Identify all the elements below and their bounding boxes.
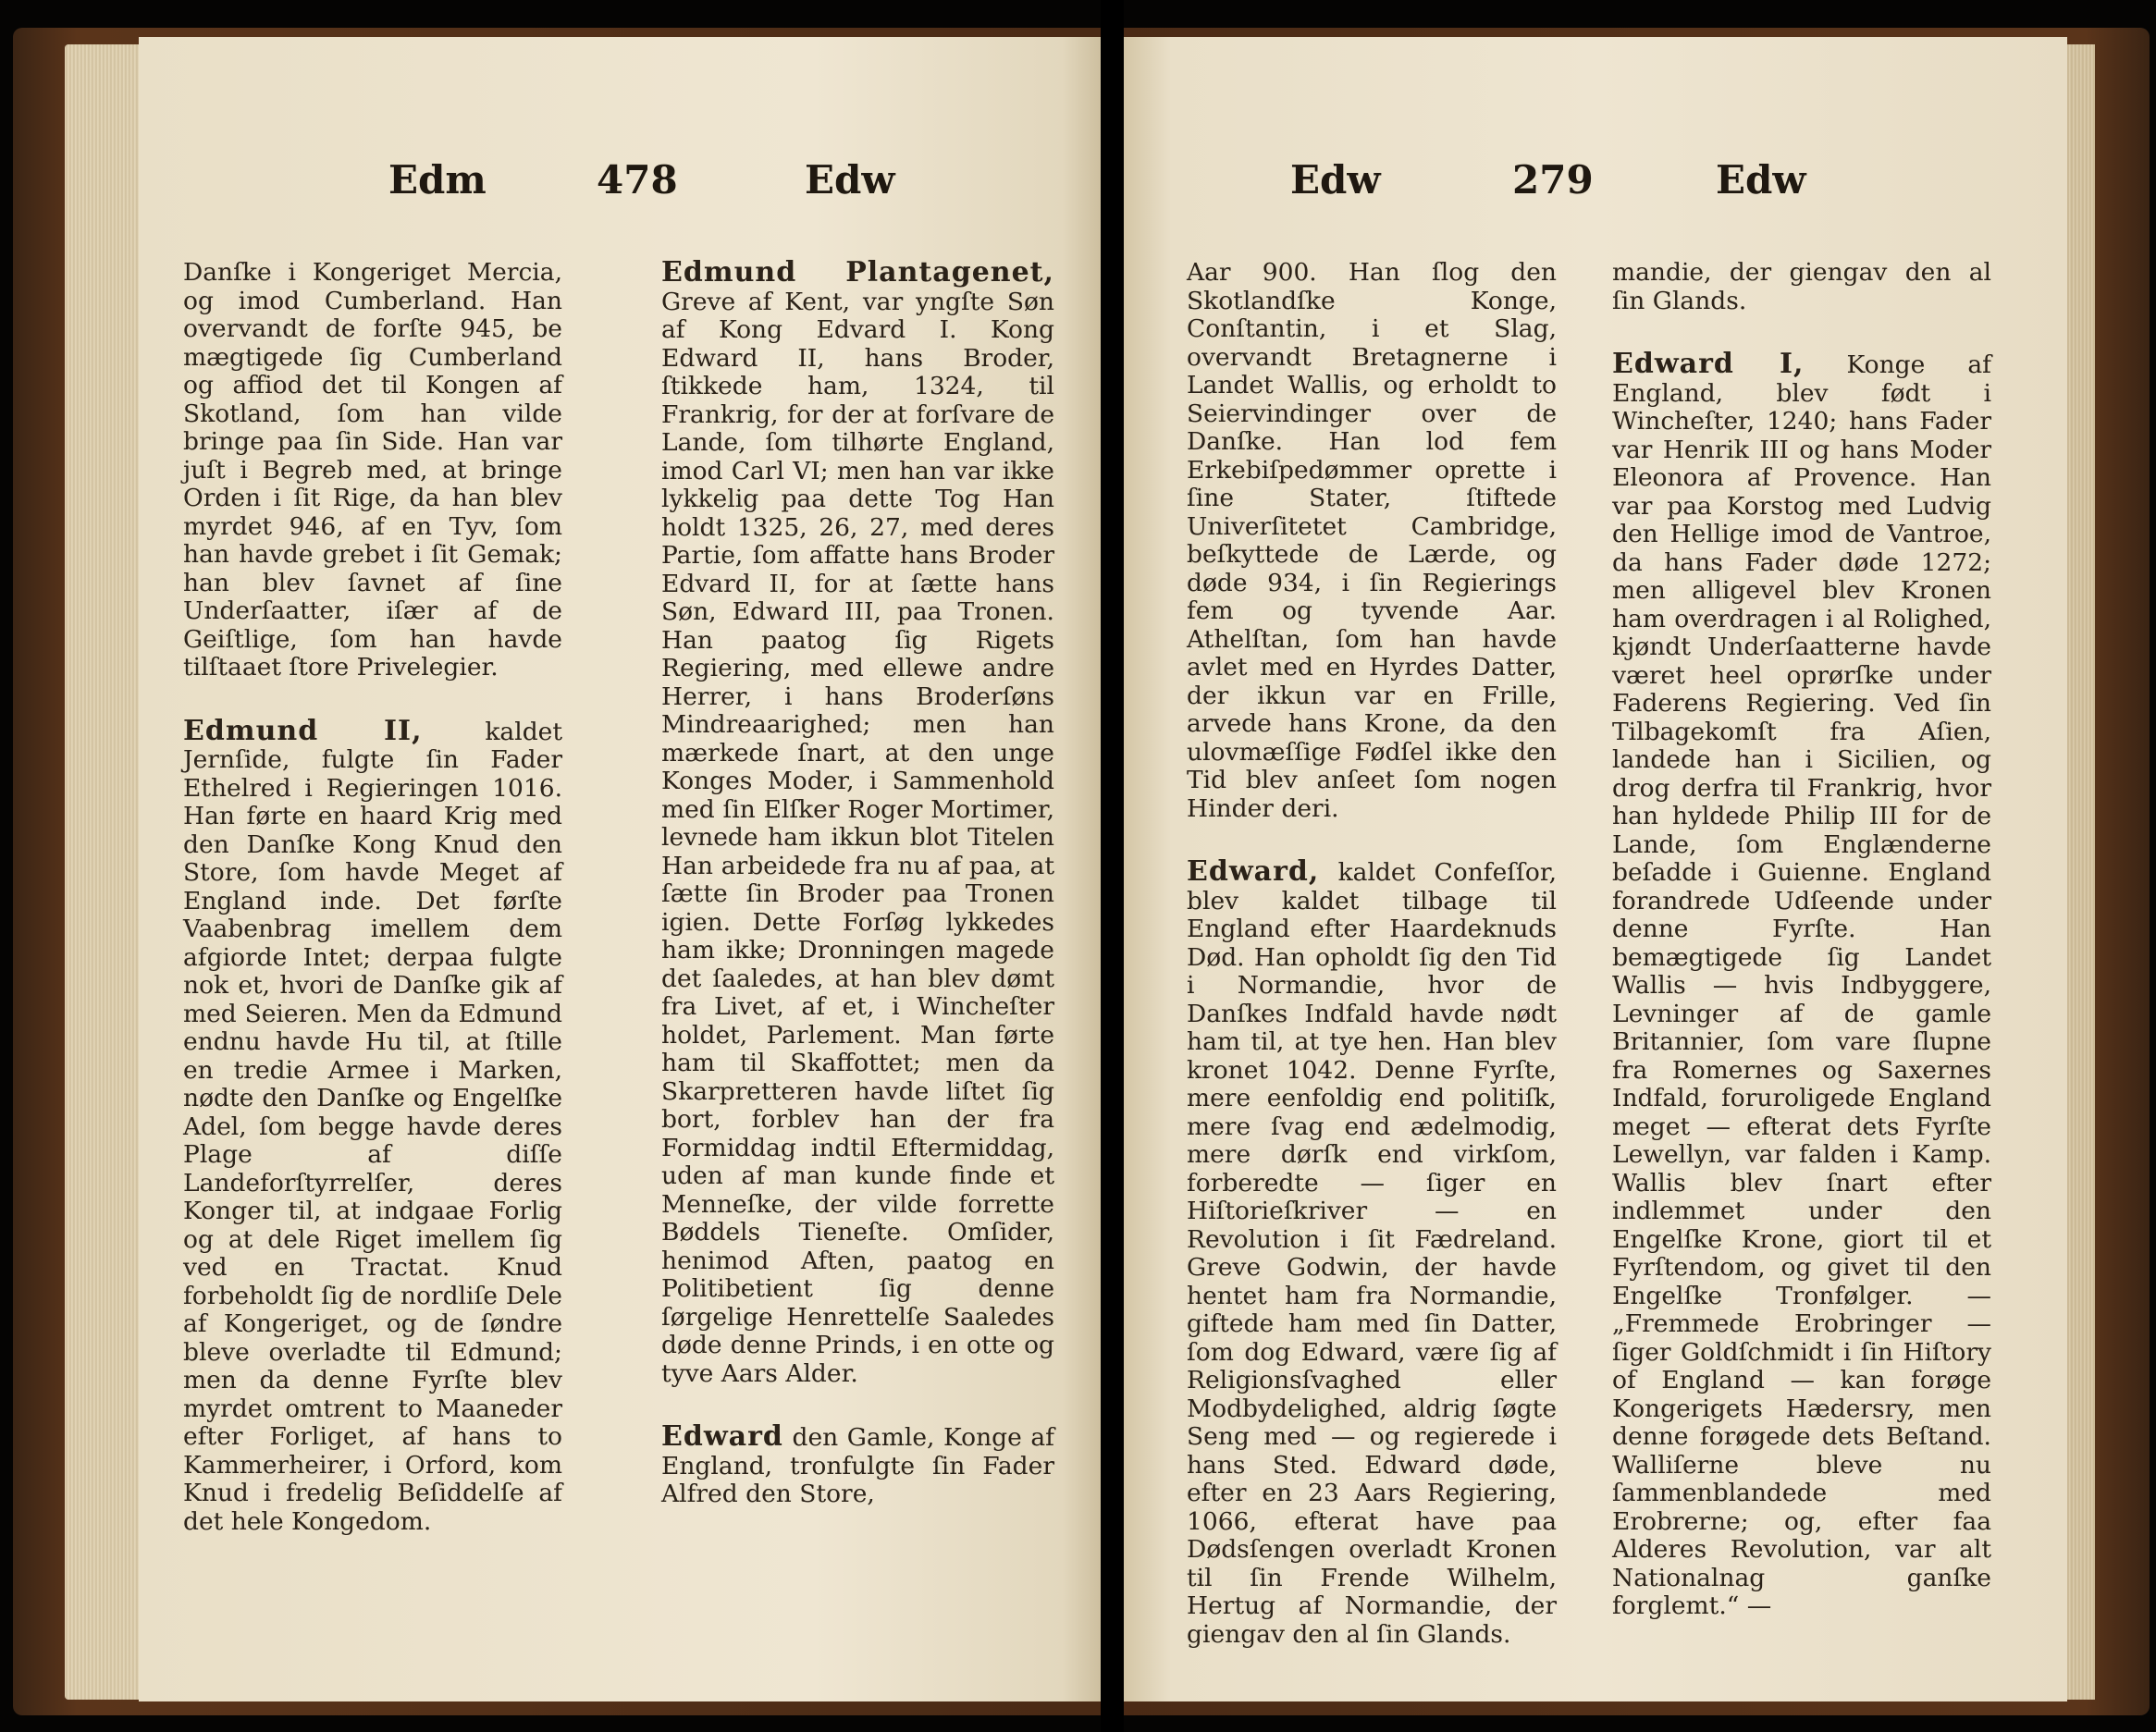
- entry-text: Greve af Kent, var yngſte Søn af Kong Edvard I. Kong Edward II, hans Broder, ſtikkede ham, 1324, til Frankrig, for der at forſvare de Lande, ſom tilhørte England, imod Carl VI; men han var ikke lykkelig paa dette Tog Han holdt 1325, 26, 27, med deres Partie, ſom affatte hans Broder Edvard II, for at ſætte hans Søn, Edward III, paa Tronen. Han paatog ſig Rigets Regiering, med ellewe andre Herrer, i hans Broderſøns Mindreaarighed; men han mærkede ſnart, at den unge Konges Moder, i Sammenhold med ſin Elſker Roger Mortimer, levnede ham ikkun blot Titelen Han arbeidede fra nu af paa, at ſætte ſin Broder paa Tronen igien. Dette Forſøg lykkedes ham ikke; Dronningen magede det ſaaledes, at han blev dømt fra Livet, af et, i Wincheſter holdet, Parlement. Man førte ham til Skaffottet; men da Skarpretteren havde liſtet ſig bort, forblev han der fra Formiddag indtil Eftermiddag, uden af man kunde finde et Menneſke, der vilde forrette Bøddels Tieneſte. Omſider, henimod Aften, paatog en Politibetient ſig denne ſørgelige Henrettelſe Saaledes døde denne Prinds, i en otte og tyve Aars Alder.: [661, 287, 1054, 1388]
- page-edges-left: [65, 44, 148, 1700]
- entry-text: Danſke i Kongeriget Mercia, og imod Cumberland. Han overvandt de forſte 945, be mægtigede ſig Cumberland og affiod det til Kongen af Skotland, ſom han vilde bringe paa ſin Side. Han var juſt i Begreb med, at bringe Orden i ſit Rige, da han blev myrdet 946, af en Tyv, ſom han havde grebet i ſit Gemak; han blev ſavnet af ſine Underſaatter, iſær af de Geiſtlige, ſom han havde tilſtaaet ſtore Privelegier.: [183, 258, 562, 682]
- entry-edward-den-gamle: [661, 1420, 1054, 1509]
- right-column-2: [1612, 259, 1991, 1621]
- entry-headword: Edmund II,: [183, 714, 423, 747]
- entry-text: kaldet Confeſſor, blev kaldet tilbage til England efter Haardeknuds Død. Han opholdt ſig den Tid i Normandie, hvor de Danſkes Indfald havde nødt ham til, at tye hen. Han blev kronet 1042. Denne Fyrſte, mere eenfoldig end politiſk, mere ſvag end ædelmodig, mere dørſk end virkſom, forberedte — ſiger en Hiſtorieſkriver — en Revolution i ſit Fædreland. Greve Godwin, der havde hentet ham fra Normandie, giftede ham med ſin Datter, ſom dog Edward, være ſig af Religionsſvaghed eller Modbydelighed, aldrig ſøgte Seng med — og regierede i hans Sted. Edward døde, efter en 23 Aars Regiering, 1066, efterat have paa Dødsſengen overladt Kronen til ſin Frende Wilhelm, Hertug af Normandie, der giengav den al ſin Glands.: [1187, 858, 1557, 1649]
- entry-continuation: [183, 259, 562, 682]
- entry-continuation: [1187, 259, 1557, 823]
- entry-text: den Gamle, Konge af England, tronfulgte ſin Fader Alfred den Store,: [661, 1423, 1054, 1508]
- left-running-head: [139, 157, 1101, 222]
- left-page-number: 478: [597, 157, 678, 203]
- left-column-1: [183, 259, 562, 1536]
- right-page-number: 279: [1512, 157, 1594, 203]
- right-running-head: [1124, 157, 2067, 222]
- right-head-word: Edw: [1290, 157, 1381, 203]
- left-head-word-right: Edw: [805, 157, 895, 203]
- entry-headword: Edward: [661, 1420, 783, 1453]
- entry-headword: Edward,: [1187, 855, 1320, 888]
- entry-text: Aar 900. Han ſlog den Skotlandſke Konge, Conſtantin, i et Slag, overvandt Bretagnerne i Landet Wallis, og erholdt to Seiervindinger over de Danſke. Han lod fem Erkebiſpedømmer oprette i ſine Stater, ſtiftede Univerſitetet Cambridge, beſkyttede de Lærde, og døde 934, i ſin Regierings fem og tyvende Aar. Athelſtan, ſom han havde avlet med en Hyrdes Datter, der ikkun var en Frille, arvede hans Krone, da den ulovmæſſige Fødſel ikke den Tid blev anſeet ſom nogen Hinder deri.: [1187, 258, 1557, 823]
- entry-headword: Edward I,: [1612, 348, 1805, 380]
- entry-edmund-ii: [183, 714, 562, 1537]
- right-page: [1124, 37, 2067, 1701]
- right-head-word-right: Edw: [1716, 157, 1806, 203]
- spread-gutter: [1101, 0, 1124, 1732]
- left-page: [139, 37, 1101, 1701]
- left-column-2: [661, 256, 1054, 1509]
- left-head-word: Edm: [388, 157, 487, 203]
- entry-edward-i: [1612, 350, 1991, 1621]
- entry-text: kaldet Jernſide, fulgte ſin Fader Ethelred i Regieringen 1016. Han førte en haard Krig med den Danſke Kong Knud den Store, ſom havde Meget af England inde. Det førſte Vaabenbrag imellem dem afgiorde Intet; derpaa fulgte nok et, hvori de Danſke gik af med Seieren. Men da Edmund endnu havde Hu til, at ſtille en tredie Armee i Marken, nødte den Danſke og Engelſke Adel, ſom begge havde deres Plage af diſſe Landeforſtyrrelſer, deres Konger til, at indgaae Forlig og at dele Riget imellem ſig ved en Tractat. Knud forbeholdt ſig de nordliſe Dele af Kongeriget, og de ſøndre bleve overladte til Edmund; men da denne Fyrſte blev myrdet omtrent to Maaneder efter Forliget, af hans to Kammerheirer, i Orford, kom Knud i fredelig Beſiddelſe af det hele Kongedom.: [183, 717, 562, 1536]
- right-column-1: [1187, 259, 1557, 1649]
- entry-edmund-plantagenet: [661, 256, 1054, 1388]
- entry-continuation: [1612, 259, 1991, 315]
- entry-text: mandie, der giengav den al ſin Glands.: [1612, 258, 1991, 315]
- entry-edward-confessor: [1187, 855, 1557, 1649]
- entry-text: Konge af England, blev født i Wincheſter, 1240; hans Fader var Henrik III og hans Moder Eleonora af Provence. Han var paa Korstog med Ludvig den Hellige imod de Vantroe, da hans Fader døde 1272; men alligevel blev Kronen ham overdragen i al Rolighed, kjøndt Underſaatterne havde været heel oprørſke under Faderens Regiering. Ved ſin Tilbagekomſt fra Aſien, landede han i Sicilien, og drog derfra til Frankrig, hvor han hyldede Philip III for de Lande, ſom Englænderne beſadde i Guienne. England forandrede Udſeende under denne Fyrſte. Han bemægtigede ſig Landet Wallis — hvis Indbyggere, Levninger af de gamle Britannier, ſom vare ſlupne fra Romernes og Saxernes Indfald, foruroligede England meget — efterat dets Fyrſte Lewellyn, var falden i Kamp. Wallis blev ſnart efter indlemmet under den Engelſke Krone, giort til et Fyrſtendom, og givet til den Engelſke Tronfølger. — „Fremmede Erobringer — ſiger Goldſchmidt i ſin Hiſtory of England — kan forøge Kongerigets Hædersry, men denne forøgede dets Beſtand. Walliſerne bleve nu ſammenblandede med Erobrerne; og, efter faa Alderes Revolution, var alt Nationalnag ganſke forglemt.“ —: [1612, 350, 1991, 1620]
- entry-headword: Edmund Plantagenet,: [661, 256, 1054, 289]
